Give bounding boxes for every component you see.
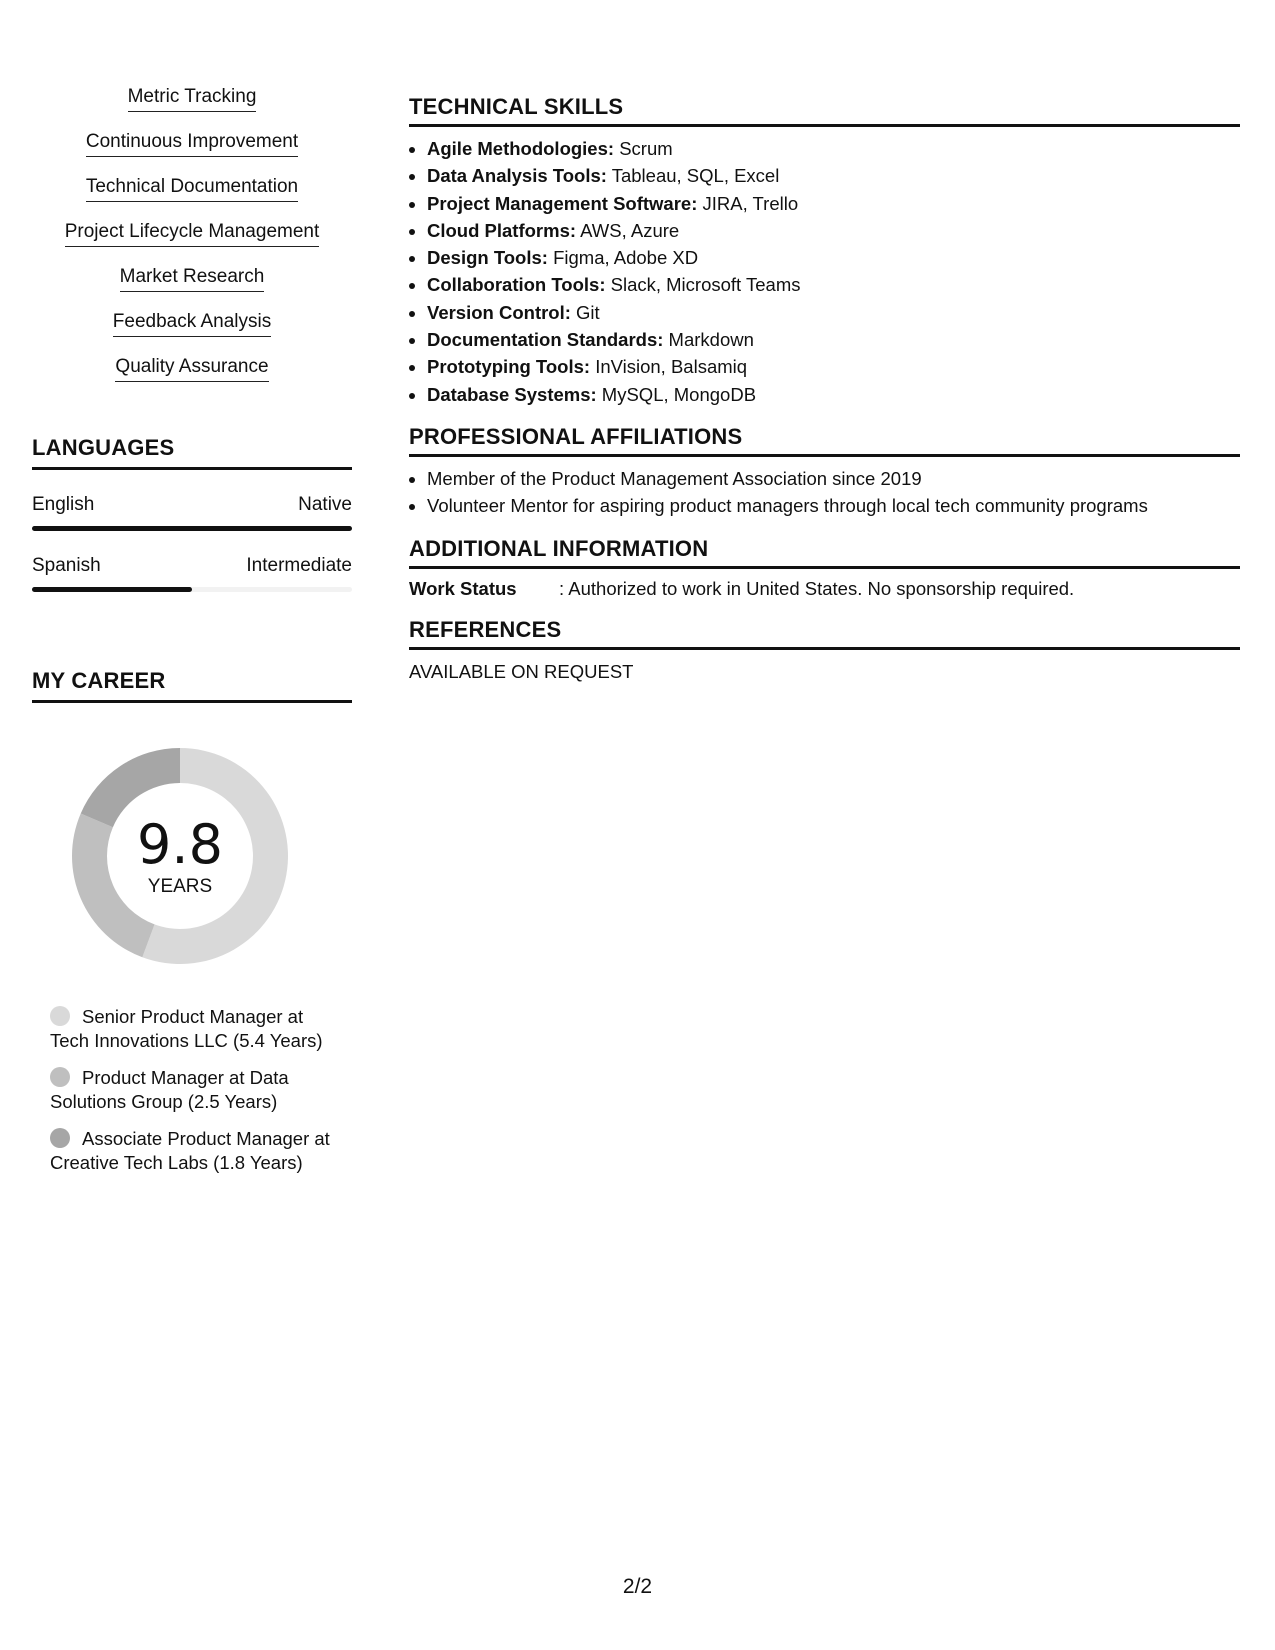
career-title: MY CAREER — [32, 668, 352, 703]
skill-category: Prototyping Tools: — [427, 356, 591, 378]
list-item — [427, 244, 1240, 271]
list-item: • Volunteer Mentor for aspiring product managers through local tech community programs — [427, 492, 1240, 519]
skill-tag: Technical Documentation — [86, 174, 298, 202]
languages-title: LANGUAGES — [32, 435, 352, 470]
language-bar-track — [32, 526, 352, 531]
skill-values: MySQL, MongoDB — [596, 383, 757, 405]
skill-category: Agile Methodologies: — [427, 138, 615, 159]
affiliations-list — [409, 465, 1240, 520]
skill-category: Collaboration Tools: — [427, 274, 606, 296]
work-status-label: Work Status — [409, 577, 517, 599]
career-legend — [50, 1005, 340, 1175]
languages-section — [32, 435, 352, 592]
skill-values: Slack, Microsoft Teams — [605, 274, 801, 296]
work-status-value: : Authorized to work in United States. No sponsorship required. — [559, 577, 1075, 599]
list-item — [427, 381, 1240, 408]
list-item — [427, 162, 1240, 189]
list-item — [427, 299, 1240, 326]
legend-dot — [50, 1128, 70, 1148]
language-level: Native — [298, 494, 352, 515]
language-name: Spanish — [32, 555, 101, 576]
list-item — [427, 271, 1240, 298]
skill-tag: Metric Tracking — [128, 84, 257, 112]
career-total-years: 9.8 — [137, 813, 223, 876]
technical-skills-title: TECHNICAL SKILLS — [409, 94, 1240, 127]
skill-tag: Project Lifecycle Management — [65, 219, 320, 247]
list-item — [427, 135, 1240, 162]
additional-info-section — [409, 536, 1240, 601]
skill-values: Markdown — [663, 329, 754, 351]
skill-category: Cloud Platforms: — [427, 219, 577, 241]
skill-values: JIRA, Trello — [697, 192, 799, 214]
career-section — [32, 668, 352, 1175]
skill-values: Scrum — [614, 138, 673, 159]
skill-tag: Market Research — [120, 264, 265, 292]
language-bar-track — [32, 587, 352, 592]
legend-dot — [50, 1067, 70, 1087]
skill-category: Data Analysis Tools: — [427, 165, 607, 187]
references-title: REFERENCES — [409, 617, 1240, 650]
legend-label: Senior Product Manager at Tech Innovations LLC (5.4 Years) — [50, 1006, 323, 1051]
work-status-row — [409, 577, 1240, 601]
language-bar-fill — [32, 526, 352, 531]
technical-skills-list — [409, 135, 1240, 408]
legend-item — [50, 1066, 340, 1114]
language-row — [32, 555, 352, 592]
affiliations-title: PROFESSIONAL AFFILIATIONS — [409, 424, 1240, 457]
legend-dot — [50, 1006, 70, 1026]
skill-values: AWS, Azure — [576, 219, 680, 241]
list-item — [427, 326, 1240, 353]
skill-tags — [32, 84, 352, 399]
skill-values: Git — [570, 301, 600, 323]
skill-category: Design Tools: — [427, 247, 548, 269]
skill-category: Documentation Standards: — [427, 329, 664, 351]
legend-label: Associate Product Manager at Creative Tech Labs (1.8 Years) — [50, 1128, 330, 1173]
skill-tag: Feedback Analysis — [113, 309, 271, 337]
list-item — [427, 353, 1240, 380]
language-level: Intermediate — [246, 555, 352, 576]
language-name: English — [32, 494, 95, 515]
donut-center — [65, 815, 295, 899]
list-item — [427, 217, 1240, 244]
list-item — [427, 190, 1240, 217]
career-donut-chart — [65, 741, 295, 971]
legend-item — [50, 1005, 340, 1053]
skill-values: Tableau, SQL, Excel — [606, 165, 780, 187]
skill-values: InVision, Balsamiq — [590, 356, 748, 378]
skill-tag: Quality Assurance — [115, 354, 268, 382]
list-item: • Member of the Product Management Association since 2019 — [427, 465, 1240, 492]
left-column — [32, 84, 352, 1188]
technical-skills-section — [409, 94, 1240, 408]
career-total-unit: YEARS — [147, 876, 213, 897]
page-number: 2/2 — [622, 1575, 653, 1598]
skill-category: Project Management Software: — [427, 192, 698, 214]
references-section — [409, 617, 1240, 684]
additional-info-title: ADDITIONAL INFORMATION — [409, 536, 1240, 569]
language-bar-fill — [32, 587, 192, 592]
right-column — [409, 94, 1240, 700]
language-row — [32, 494, 352, 531]
skill-tag: Continuous Improvement — [86, 129, 298, 157]
skill-category: Version Control: — [427, 301, 571, 323]
references-text: AVAILABLE ON REQUEST — [409, 660, 634, 682]
skill-category: Database Systems: — [427, 383, 597, 405]
legend-item — [50, 1127, 340, 1175]
legend-label: Product Manager at Data Solutions Group (2.5 Years) — [50, 1067, 289, 1112]
skill-values: Figma, Adobe XD — [547, 247, 699, 269]
affiliations-section — [409, 424, 1240, 520]
